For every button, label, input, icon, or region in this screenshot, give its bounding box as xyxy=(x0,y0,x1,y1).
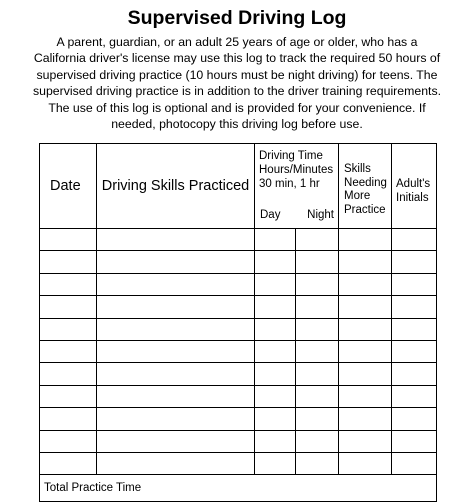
table-row xyxy=(40,251,437,273)
date-cell[interactable] xyxy=(40,363,97,385)
header-driving-time xyxy=(255,144,339,203)
driving-log-table xyxy=(39,143,437,502)
intro-line: supervised driving practice (10 hours must be night driving) for teens. The xyxy=(36,67,438,82)
header-skills-line: More xyxy=(344,190,371,202)
intro-line: A parent, guardian, or an adult 25 years of age or older, who has a xyxy=(56,35,418,49)
night-cell[interactable] xyxy=(296,385,339,407)
intro-paragraph xyxy=(0,34,474,132)
intro-line: California driver's license may use this log to track the required 50 hours of xyxy=(33,51,441,66)
table-row xyxy=(40,363,437,385)
table-row xyxy=(40,340,437,362)
day-cell[interactable] xyxy=(255,229,296,251)
initials-cell[interactable] xyxy=(392,340,437,362)
header-skills-line: Practice xyxy=(344,203,386,216)
header-skills-line: Needing xyxy=(344,176,387,189)
night-cell[interactable] xyxy=(296,340,339,362)
needs-practice-cell[interactable] xyxy=(339,296,392,318)
night-cell[interactable] xyxy=(296,318,339,340)
initials-cell[interactable] xyxy=(392,408,437,430)
skills-cell[interactable] xyxy=(97,452,255,474)
intro-line: supervised driving practice is in addition to the driver training requirements. xyxy=(32,84,442,99)
initials-cell[interactable] xyxy=(392,251,437,273)
skills-cell[interactable] xyxy=(97,229,255,251)
intro-line: The use of this log is optional and is provided for your convenience. If xyxy=(48,100,426,115)
skills-cell[interactable] xyxy=(97,318,255,340)
needs-practice-cell[interactable] xyxy=(339,229,392,251)
skills-cell[interactable] xyxy=(97,273,255,295)
initials-cell[interactable] xyxy=(392,430,437,452)
date-cell[interactable] xyxy=(40,251,97,273)
header-adult-initials xyxy=(392,144,437,229)
day-cell[interactable] xyxy=(255,363,296,385)
day-cell[interactable] xyxy=(255,340,296,362)
table-row xyxy=(40,385,437,407)
header-driving-time-line: Hours/Minutes xyxy=(259,164,334,176)
date-cell[interactable] xyxy=(40,273,97,295)
skills-cell[interactable] xyxy=(97,296,255,318)
needs-practice-cell[interactable] xyxy=(339,363,392,385)
needs-practice-cell[interactable] xyxy=(339,251,392,273)
night-cell[interactable] xyxy=(296,408,339,430)
header-initials-line: Adult's xyxy=(396,178,431,190)
date-cell[interactable] xyxy=(40,408,97,430)
initials-cell[interactable] xyxy=(392,273,437,295)
initials-cell[interactable] xyxy=(392,318,437,340)
needs-practice-cell[interactable] xyxy=(339,385,392,407)
day-cell[interactable] xyxy=(255,430,296,452)
header-date: Date xyxy=(40,144,97,229)
needs-practice-cell[interactable] xyxy=(339,430,392,452)
total-practice-time-label: Total Practice Time xyxy=(40,475,437,502)
skills-cell[interactable] xyxy=(97,408,255,430)
initials-cell[interactable] xyxy=(392,385,437,407)
header-driving-time-line: 30 min, 1 hr xyxy=(259,178,320,190)
needs-practice-cell[interactable] xyxy=(339,273,392,295)
skills-cell[interactable] xyxy=(97,340,255,362)
table-row xyxy=(40,318,437,340)
table-row xyxy=(40,452,437,474)
header-night: Night xyxy=(296,202,339,228)
header-day: Day xyxy=(255,202,296,228)
night-cell[interactable] xyxy=(296,251,339,273)
day-cell[interactable] xyxy=(255,385,296,407)
date-cell[interactable] xyxy=(40,296,97,318)
day-cell[interactable] xyxy=(255,452,296,474)
log-rows xyxy=(40,229,437,502)
total-row xyxy=(40,475,437,502)
table-row xyxy=(40,229,437,251)
header-driving-time-line: Driving Time xyxy=(259,150,323,162)
initials-cell[interactable] xyxy=(392,229,437,251)
intro-line: needed, photocopy this driving log before use. xyxy=(111,117,363,132)
header-skills-line: Skills xyxy=(344,163,371,175)
header-initials-line: Initials xyxy=(396,191,429,204)
table-row xyxy=(40,430,437,452)
day-cell[interactable] xyxy=(255,296,296,318)
needs-practice-cell[interactable] xyxy=(339,318,392,340)
needs-practice-cell[interactable] xyxy=(339,408,392,430)
night-cell[interactable] xyxy=(296,229,339,251)
skills-cell[interactable] xyxy=(97,363,255,385)
table-row xyxy=(40,273,437,295)
day-cell[interactable] xyxy=(255,273,296,295)
night-cell[interactable] xyxy=(296,273,339,295)
skills-cell[interactable] xyxy=(97,430,255,452)
document-title: Supervised Driving Log xyxy=(127,7,347,29)
needs-practice-cell[interactable] xyxy=(339,340,392,362)
night-cell[interactable] xyxy=(296,363,339,385)
date-cell[interactable] xyxy=(40,452,97,474)
date-cell[interactable] xyxy=(40,229,97,251)
date-cell[interactable] xyxy=(40,340,97,362)
header-skills-needing-practice xyxy=(339,144,392,229)
date-cell[interactable] xyxy=(40,318,97,340)
needs-practice-cell[interactable] xyxy=(339,452,392,474)
skills-cell[interactable] xyxy=(97,251,255,273)
initials-cell[interactable] xyxy=(392,296,437,318)
date-cell[interactable] xyxy=(40,385,97,407)
header-skills-practiced: Driving Skills Practiced xyxy=(97,144,255,229)
table-row xyxy=(40,296,437,318)
date-cell[interactable] xyxy=(40,430,97,452)
table-row xyxy=(40,408,437,430)
night-cell[interactable] xyxy=(296,430,339,452)
skills-cell[interactable] xyxy=(97,385,255,407)
day-cell[interactable] xyxy=(255,318,296,340)
day-cell[interactable] xyxy=(255,251,296,273)
night-cell[interactable] xyxy=(296,296,339,318)
initials-cell[interactable] xyxy=(392,363,437,385)
initials-cell[interactable] xyxy=(392,452,437,474)
night-cell[interactable] xyxy=(296,452,339,474)
day-cell[interactable] xyxy=(255,408,296,430)
